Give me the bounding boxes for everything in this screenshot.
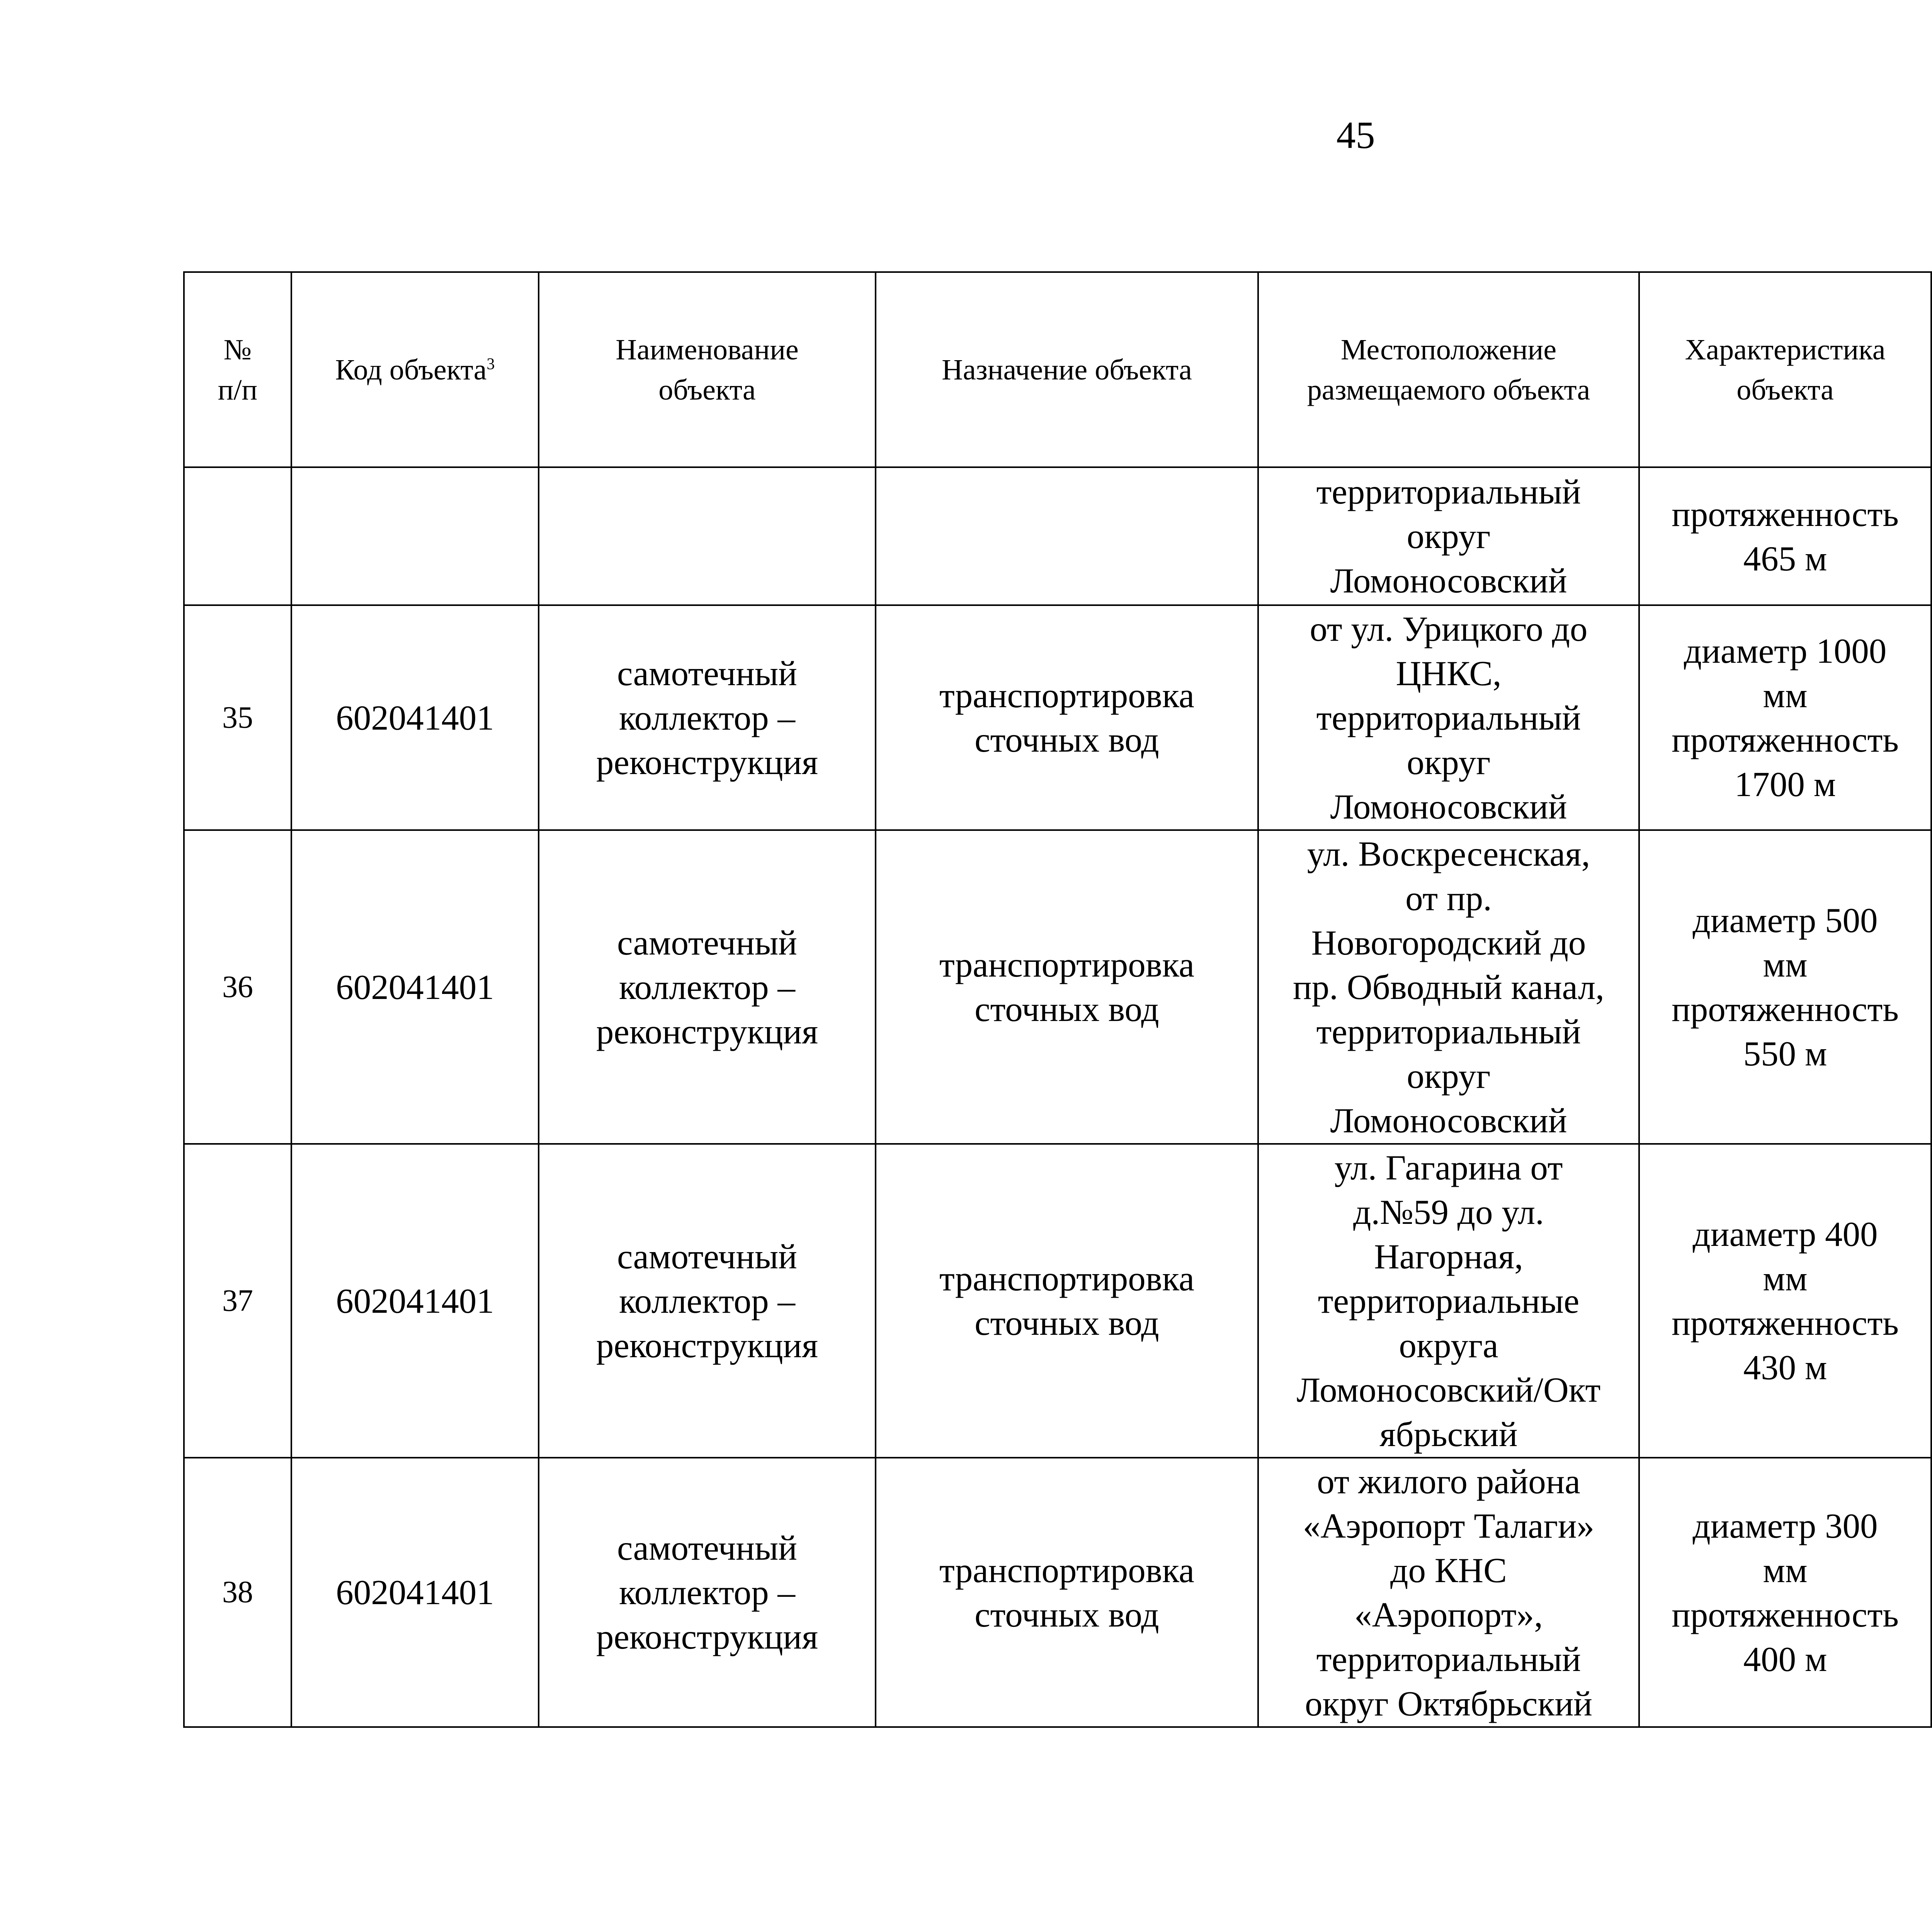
row-code: 602041401 bbox=[291, 1458, 539, 1727]
row-purpose: транспортировка сточных вод bbox=[876, 1458, 1258, 1727]
row-location: от ул. Урицкого до ЦНКС, территориальный округ Ломоносовский bbox=[1258, 605, 1639, 830]
row-location: ул. Гагарина от д.№59 до ул. Нагорная, территориальные округа Ломоносовский/Окт ябрьский bbox=[1258, 1144, 1639, 1458]
row-characteristics: диаметр 400 мм протяженность 430 м bbox=[1639, 1144, 1931, 1458]
table-row bbox=[184, 1458, 1932, 1727]
objects-table bbox=[183, 271, 1932, 1728]
row-purpose: транспортировка сточных вод bbox=[876, 1144, 1258, 1458]
row-name bbox=[539, 467, 876, 605]
table-row bbox=[184, 467, 1932, 605]
row-code bbox=[291, 467, 539, 605]
row-num: 38 bbox=[184, 1458, 291, 1727]
header-row bbox=[184, 272, 1932, 467]
row-num: 36 bbox=[184, 830, 291, 1144]
row-code: 602041401 bbox=[291, 830, 539, 1144]
header-num: № п/п bbox=[184, 272, 291, 467]
page-number: 45 bbox=[1336, 114, 1375, 157]
row-name: самотечный коллектор – реконструкция bbox=[539, 830, 876, 1144]
row-purpose bbox=[876, 467, 1258, 605]
header-purpose: Назначение объекта bbox=[876, 272, 1258, 467]
row-purpose: транспортировка сточных вод bbox=[876, 830, 1258, 1144]
row-num: 37 bbox=[184, 1144, 291, 1458]
row-characteristics: диаметр 300 мм протяженность 400 м bbox=[1639, 1458, 1931, 1727]
row-num bbox=[184, 467, 291, 605]
header-characteristics: Характеристика объекта bbox=[1639, 272, 1931, 467]
row-name: самотечный коллектор – реконструкция bbox=[539, 605, 876, 830]
row-location: ул. Воскресенская, от пр. Новогородский до пр. Обводный канал, территориальный округ Ломоносовский bbox=[1258, 830, 1639, 1144]
row-location: территориальный округ Ломоносовский bbox=[1258, 467, 1639, 605]
table-row bbox=[184, 605, 1932, 830]
row-name: самотечный коллектор – реконструкция bbox=[539, 1458, 876, 1727]
header-code bbox=[291, 272, 539, 467]
table-row bbox=[184, 1144, 1932, 1458]
header-code-footnote: 3 bbox=[486, 355, 495, 373]
row-code: 602041401 bbox=[291, 605, 539, 830]
row-characteristics: диаметр 1000 мм протяженность 1700 м bbox=[1639, 605, 1931, 830]
header-code-label: Код объекта bbox=[335, 353, 487, 386]
header-name: Наименование объекта bbox=[539, 272, 876, 467]
row-code: 602041401 bbox=[291, 1144, 539, 1458]
row-name: самотечный коллектор – реконструкция bbox=[539, 1144, 876, 1458]
row-characteristics: диаметр 500 мм протяженность 550 м bbox=[1639, 830, 1931, 1144]
row-num: 35 bbox=[184, 605, 291, 830]
row-purpose: транспортировка сточных вод bbox=[876, 605, 1258, 830]
row-characteristics: протяженность 465 м bbox=[1639, 467, 1931, 605]
row-location: от жилого района «Аэропорт Талаги» до КНС «Аэропорт», территориальный округ Октябрьский bbox=[1258, 1458, 1639, 1727]
table-row bbox=[184, 830, 1932, 1144]
header-location: Местоположение размещаемого объекта bbox=[1258, 272, 1639, 467]
